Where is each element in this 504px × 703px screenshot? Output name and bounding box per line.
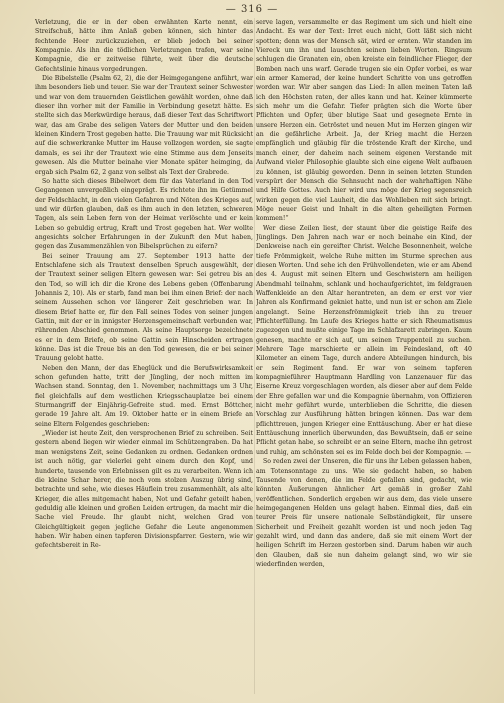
paragraph: So reden zwei der Unseren, die für uns ihr Leben gelassen haben, am Totensonntage zu uns. Wie sie gedacht haben, so haben Tausende von denen, die im Felde gefallen sind, gedacht, wie könnten Äußerungen ähnlicher Art gemäß in großer Zahl veröffentlichen. Sonderlich ergeben wir aus dem, das viele unsere heimgegangenen Helden uns gelagt haben. Einmal dies, daß ein teurer Preis für unsere nationale Selbständigkeit, für unsere Sicherheit und Freiheit gezahlt worden ist und noch jeden Tag gezahlt wird, und dann das andere, daß sie mit einem Wort der heiligen Schrift im Herzen gestorben sind. Darum haben wir auch den Glauben, daß sie nun daheim gelangt sind, wo wir sie wiederfinden werden, (256, 458, 472, 568)
paragraph: Neben den Mann, der das Eheglück und die Berufswirksamkeit schon gefunden hatte, tritt der Jüngling, der noch mitten im Wachsen stand. Sonntag, den 1. November, nachmittags um 3 Uhr, fiel gleichfalls auf dem westlichen Kriegsschauplatze bei einem Sturmangriff der Einjährig-Gefreite stud. med. Ernst Böttcher, gerade 19 Jahre alt. Am 19. Oktober hatte er in einem Briefe an seine Eltern Folgendes geschrieben: (35, 364, 253, 428)
paragraph: „Wieder ist heute Zeit, den versprochenen Brief zu schreiben. Seit gestern abend liegen wir wieder einmal im Schützengraben. Da hat man wenigstens Zeit, seine Gedanken zu ordnen. Gedanken ordnen ist auch nötig, gar vielerlei geht einem durch den Kopf, und hunderte, tausende von Erlebnissen gilt es zu verarbeiten. Wenn ich die kleine Schar herer, die noch vom stolzen Auszug übrig sind, betrachte und sehe, wie dieses Häuflein treu zusammenhält, als alte Krieger, die alles mitgemacht haben, Not und Gefahr geteilt haben, geduldig alle kleinen und großen Leiden ertrugen, da macht mir die Sache viel Freude. Ihr glaubt nicht, welchen Grad von Gleichgültigkeit gegen jegliche Gefahr die Leute angenommen haben. Wir haben einen tapferen Divisionspfarrer. Gestern, wie wir gefechtsbereit in Re- (35, 430, 253, 550)
paragraph: serve lagen, versammelte er das Regiment um sich und hielt eine Andacht. Es war der Text: Irret euch nicht, Gott läßt sich nicht spotten; denn was der Mensch sät, wird er ernten. Wir standen im Viereck um ihn und lauschten seinen lieben Worten. Ringsum schlugen die Granaten ein, oben kreiste ein feindlicher Flieger, der Bomben nach uns warf. Gerade trugen sie ein Opfer vorbei, es war ein armer Kamerad, der keine hundert Schritte von uns getroffen worden war. Wir aber sangen das Lied: In allen meinen Taten laß ich den Höchsten raten, der alles kann und hat. Keiner kümmerte sich mehr um die Gefahr. Tiefer prägten sich die Worte über Pflichten und Opfer, über blutige Saat und gesegnete Ernte in unsere Herzen ein. Getröstet und neuen Mut im Herzen gingen wir an die gefährliche Arbeit. Ja, der Krieg macht die Herzen empfänglich und gläubig für die tröstende Kraft der Kirche, und manch einer, der daheim nach seinem eigenen Verstande mit Aufwand vieler Philosophie glaubte sich eine eigene Welt aufbauen zu können, ist gläubig geworden. Denn in seinen letzten Stunden verspürt der Mensch die Sehnsucht nach der wahrhaftigen Nähe und Hilfe Gottes. Auch hier wird uns möge der Krieg segensreich wirken gegen die viel Lauheit, die das Wohlleben mit sich bringt. Möge neuer Geist und Inhalt in die alten geheiligten Formen kommen!“ (256, 19, 472, 223)
paragraph: So hatte sich dieses Bibelwort dem für das Vaterland in den Tod Gegangenen unvergeßlich eingeprägt. Es richtete ihn im Getümmel der Feldschlacht, in den vielen Gefahren und Nöten des Krieges auf, und wir dürfen glauben, daß es ihm auch in den letzten, schweren Tagen, als sein Leben fern von der Heimat verlöschte und er kein Leben so gebuldig ertrug, Kraft und Trost gegeben hat. Wer wollte angesichts solcher Erfahrungen in der Zukunft den Mut haben, gegen das Zusammenzählen von Bibelsprüchen zu eifern? (35, 177, 253, 251)
column-gutter (254, 18, 255, 694)
page-number: — 316 — (225, 4, 279, 15)
right-column (256, 18, 472, 694)
paragraph: Bei seiner Trauung am 27. September 1913 hatte der Entschlafene sich als Trautext denselben Spruch ausgewählt, der der Trautext seiner seligen Eltern gewesen war: Sei getreu bis an den Tod, so will ich dir die Krone des Lebens geben (Offenbarung Johannis 2, 10). Als er starb, fand man bei ihm einen Brief: der nach seinem Aussehen schon vor längerer Zeit geschrieben war. In diesem Brief hatte er, für den Fall seines Todes von seiner jungen Gattin, mit der er in innigster Herzensgemeinschaft verbunden war, rührenden Abschied genommen. Als seine Hauptsorge bezeichnete es er in dem Briefe, ob seine Gattin sein Hinscheiden ertragen könne. Das ist die Treue bis an den Tod gewesen, die er bei seiner Trauung gelobt hatte. (35, 252, 253, 363)
paragraph: Wer diese Zeilen liest, der staunt über die geistige Reife des Jünglings. Den Jahren nach war er noch beinahe ein Kind, der Denkweise nach ein gereifter Christ. Welche Besonnenheit, welche tiefe Frömmigkeit, welche Ruhe mitten im Sturme sprechen aus diesen Worten. Und sehe ich den Frühvollendeten, wie er am Abend des 4. August mit seinen Eltern und Geschwistern am heiligen Abendmahl teilnahm, schlank und hochaufgerichtet, im feldgrauen Waffenkleide an den Altar herantreten, an dem er erst vor vier Jahren als Konfirmand gekniet hatte, und nun ist er schon am Ziele angelangt. Seine Herzensfrömmigkeit trieb ihn zu treuer Pflichterfüllung. Im Laufe des Krieges hatte er sich Rheumatismus zugezogen und mußte einige Tage im Schlafzarett zubringen. Kaum genesen, machte er sich auf, um seinen Truppenteil zu suchen. Mehrere Tage marschierte er allein im Feindesland, oft 40 Kilometer an einem Tage, durch andere Abteilungen hindurch, bis er sein Regiment fand. Er war von seinem tapferen kompagnieführer Hauptmann Hardling von Lanzenauer für das Eiserne Kreuz vorgeschlagen worden, als dieser aber auf dem Felde der Ehre gefallen war und die Kompagnie übernahm, von Offizieren nicht mehr geführt wurde, unterblieben die Schritte, die diesen Vorschlag zur Ausführung hätten bringen können. Das war dem pflichttreuen, jungen Krieger eine Enttäuschung. Aber er hat diese Enttäuschung innerlich überwunden, das Bewußtsein, daß er seine Pflicht getan habe, so schreibt er an seine Eltern, mache ihn getrost und ruhig, am schönsten sei es im Felde doch bei der Kompagnie. — (256, 224, 472, 456)
paragraph: Die Bibelstelle (Psalm 62, 2), die der Heimgegangene anführt, war ihm besonders lieb und teuer. Sie war der Trautext seiner Schwester und war von dem trauernden Geistlichen gewählt worden, ohne daß dieser ihn vorher mit der Familie in Verbindung gesetzt hätte. Es stellte sich das Merkwürdige heraus, daß dieser Text das Schriftwort war, das am Grabe des seligen Vaters der Mutter und den beiden kleinen Kindern Trost gegeben hatte. Die Trauung war mit Rücksicht auf die schwerkranke Mutter im Hause vollzogen worden, sie sagte damals, es sei ihr der Trautext wie eine Stimme aus dem Jenseits gewesen. Als die Mutter beinahe vier Monate später heimging, da ergab sich Psalm 62, 2 ganz von selbst als Text der Grabrede. (35, 75, 253, 176)
paragraph: Verletzung, die er in der oben erwähnten Karte nennt, ein Streifschuß, hätte ihm Anlaß geben können, sich hinter das fechtende Heer zurückzuziehen, er blieb jedoch bei seiner Kompagnie. Als ihn die tödlichen Verletzungen trafen, war seine Kompagnie, die er zeitweise führte, weit über die deutsche Gefechtslinie hinaus vorgedrungen. (35, 19, 253, 73)
left-column (35, 18, 253, 694)
